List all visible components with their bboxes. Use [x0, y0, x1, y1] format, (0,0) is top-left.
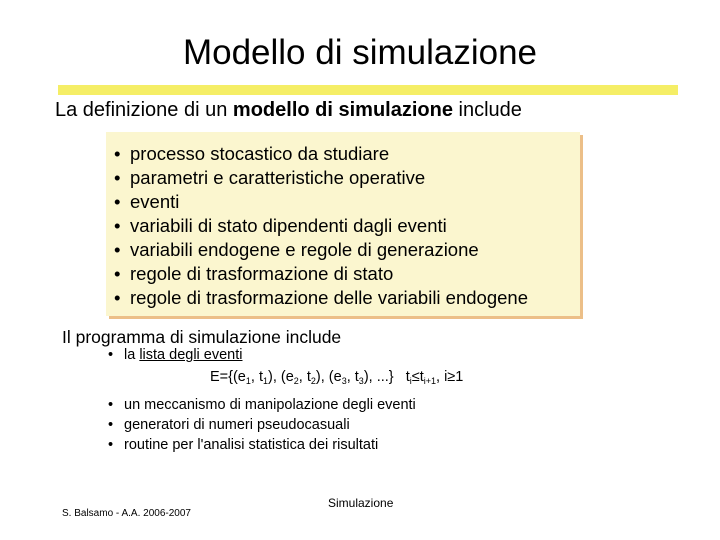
program-list-top	[108, 346, 243, 365]
event-list-prefix: la	[124, 347, 140, 363]
program-item: • routine per l'analisi statistica dei risultati	[108, 435, 416, 455]
program-heading: Il programma di simulazione include	[62, 327, 342, 347]
event-list-formula	[210, 367, 463, 391]
formula-subscript: i	[409, 376, 412, 386]
definition-item: • variabili endogene e regole di generazione	[114, 238, 528, 262]
formula-subscript: 3	[341, 376, 347, 386]
slide-title: Modello di simulazione	[182, 33, 538, 72]
formula-part: , t	[298, 369, 311, 385]
definition-item: • regole di trasformazione delle variabili endogene	[114, 286, 528, 310]
definition-list	[114, 142, 528, 310]
program-item-event-list	[108, 346, 243, 365]
program-item: • un meccanismo di manipolazione degli eventi	[108, 395, 416, 415]
intro-suffix: include	[452, 99, 522, 121]
formula-part: E={(e	[210, 369, 246, 385]
footer-author: S. Balsamo - A.A. 2006-2007	[62, 508, 191, 519]
definition-item: • variabili di stato dipendenti dagli eventi	[114, 214, 528, 238]
intro-bold: modello di simulazione	[232, 99, 453, 121]
intro-text	[55, 96, 522, 124]
formula-subscript: 2	[293, 376, 299, 386]
formula-part: , i≥1	[436, 369, 464, 385]
definition-item: • parametri e caratteristiche operative	[114, 166, 528, 190]
definition-item: • eventi	[114, 190, 528, 214]
program-list-bottom	[108, 395, 416, 455]
formula-part: , t	[250, 369, 263, 385]
formula-part: ≤t	[411, 369, 424, 385]
definition-item: • processo stocastico da studiare	[114, 142, 528, 166]
program-item: • generatori di numeri pseudocasuali	[108, 415, 416, 435]
formula-part: ), (e	[268, 369, 294, 385]
footer-topic: Simulazione	[328, 496, 394, 510]
formula-subscript: 2	[310, 376, 316, 386]
definition-item: • regole di trasformazione di stato	[114, 262, 528, 286]
intro-prefix: La definizione di un	[55, 99, 233, 121]
formula-part: ), (e	[315, 369, 342, 385]
event-list-label: lista degli eventi	[139, 347, 243, 363]
formula-subscript: 3	[358, 376, 364, 386]
formula-subscript: i+1	[423, 376, 437, 386]
title-underline-bar	[58, 85, 678, 95]
definition-box	[106, 132, 580, 316]
formula-part: ), ...} t	[363, 369, 410, 385]
formula-subscript: 1	[245, 376, 251, 386]
formula-part: , t	[346, 369, 359, 385]
formula-subscript: 1	[262, 376, 268, 386]
